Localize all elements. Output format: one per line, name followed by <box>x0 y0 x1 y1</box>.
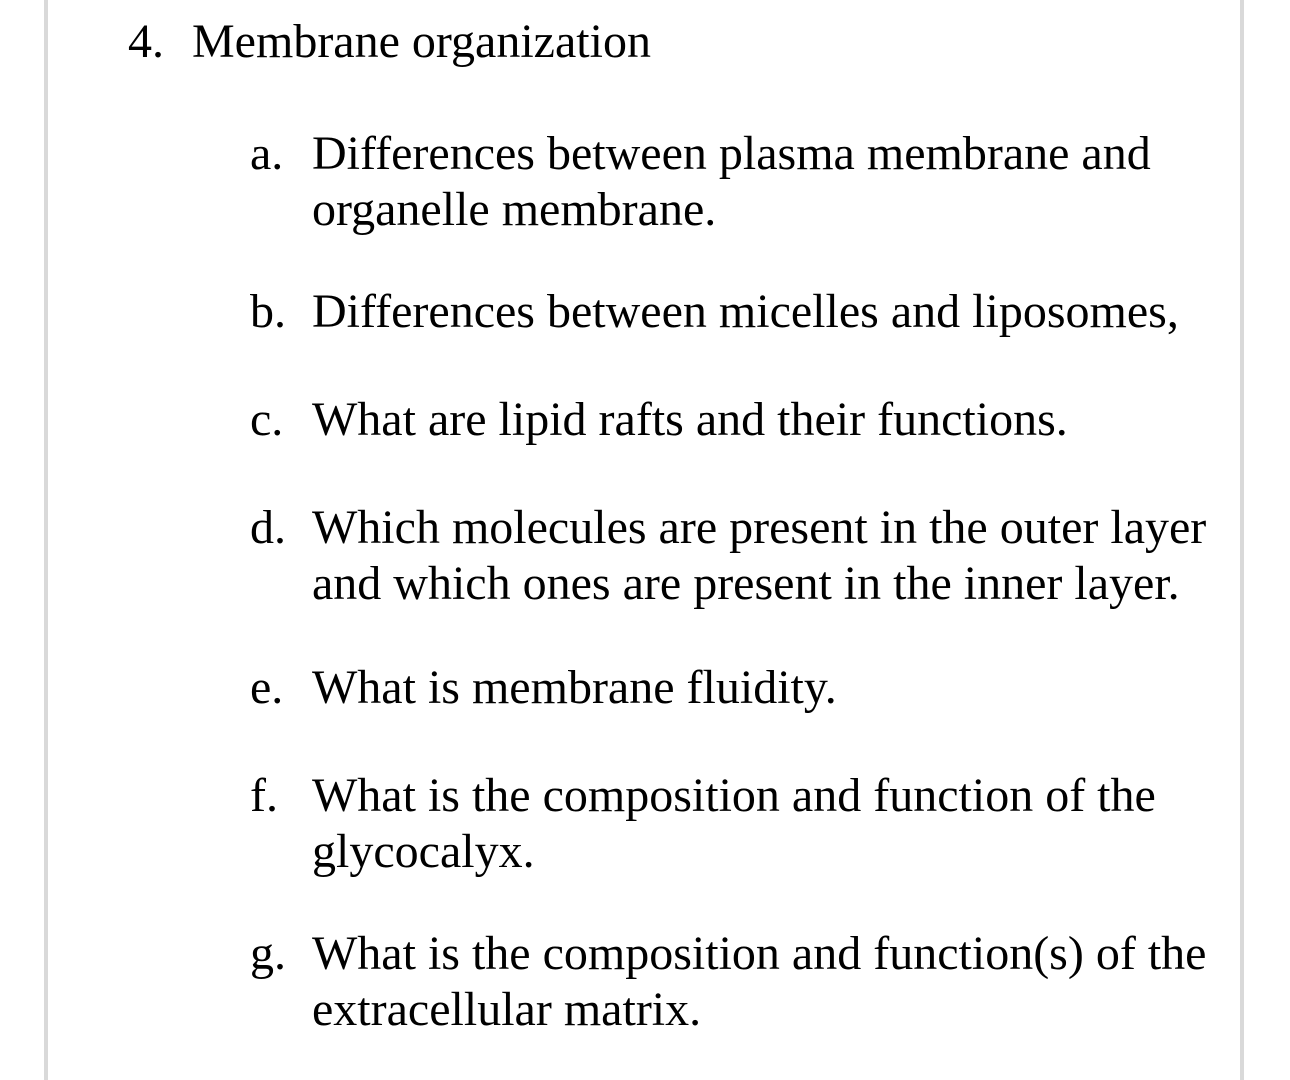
list-item-marker: g. <box>250 927 286 980</box>
list-item-text: Differences between plasma membrane and organelle membrane. <box>312 127 1151 236</box>
page-border-left <box>44 0 48 1080</box>
list-item-marker: c. <box>250 393 284 446</box>
section-heading <box>128 14 651 70</box>
list-item-text: Which molecules are present in the outer layer and which ones are present in the inner layer. <box>312 501 1207 610</box>
page-border-right <box>1240 0 1244 1080</box>
list-item-text: What is the composition and function of the glycocalyx. <box>312 769 1156 878</box>
list-item-marker: b. <box>250 285 286 338</box>
section-title: Membrane organization <box>192 15 651 68</box>
list-item-f <box>250 768 1230 880</box>
list-item-marker: a. <box>250 127 284 180</box>
list-item-a <box>250 126 1230 238</box>
section-number: 4. <box>128 15 164 68</box>
list-item-g <box>250 926 1230 1038</box>
list-item-text: Differences between micelles and liposomes, <box>312 285 1179 338</box>
list-item-d <box>250 500 1230 612</box>
list-item-text: What is the composition and function(s) of the extracellular matrix. <box>312 927 1207 1036</box>
list-item-text: What are lipid rafts and their functions. <box>312 393 1068 446</box>
list-item-marker: d. <box>250 501 286 554</box>
list-item-marker: f. <box>250 769 278 822</box>
list-item-e <box>250 660 1230 716</box>
list-item-c <box>250 392 1230 448</box>
list-item-marker: e. <box>250 661 284 714</box>
list-item-text: What is membrane fluidity. <box>312 661 837 714</box>
list-item-b <box>250 284 1230 340</box>
